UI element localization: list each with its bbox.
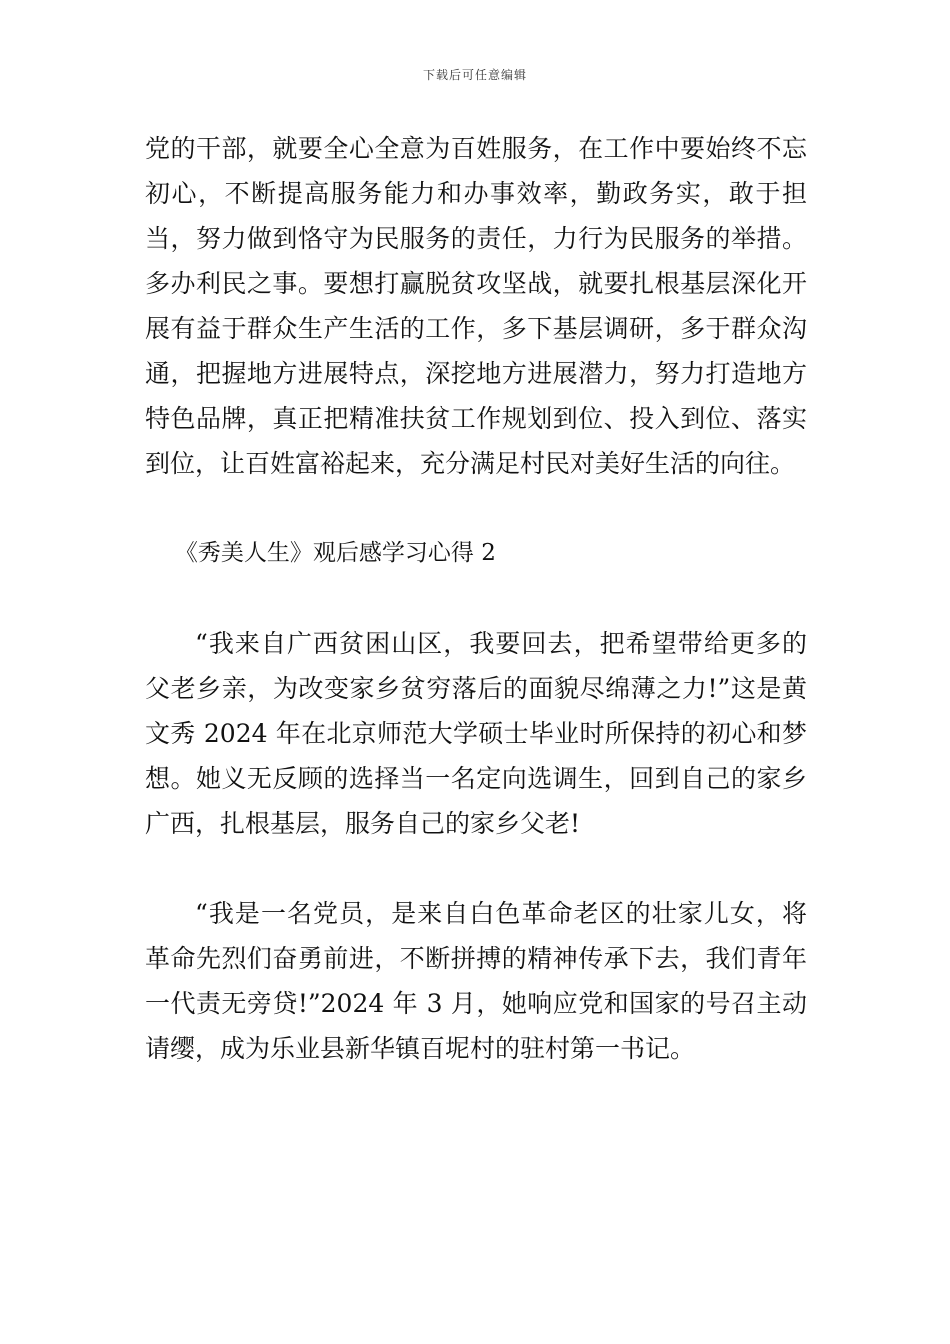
document-body — [145, 126, 807, 1071]
paragraph-3: “我是一名党员，是来自白色革命老区的壮家儿女，将革命先烈们奋勇前进，不断拼搏的精神传承下去，我们青年一代责无旁贷!”2024 年 3 月，她响应党和国家的号召主动请缨，成为乐业县新华镇百坭村的驻村第一书记。 — [145, 899, 807, 1063]
paragraph-2: “我来自广西贫困山区，我要回去，把希望带给更多的父老乡亲，为改变家乡贫穷落后的面貌尽绵薄之力!”这是黄文秀 2024 年在北京师范大学硕士毕业时所保持的初心和梦想。她义无反顾的选择当一名定向选调生，回到自己的家乡广西，扎根基层，服务自己的家乡父老! — [145, 629, 807, 838]
section-heading: 《秀美人生》观后感学习心得 2 — [174, 540, 496, 566]
page-header: 下载后可任意编辑 — [422, 68, 527, 82]
paragraph-1: 党的干部，就要全心全意为百姓服务，在工作中要始终不忘初心，不断提高服务能力和办事效率，勤政务实，敢于担当，努力做到恪守为民服务的责任，力行为民服务的举措。多办利民之事。要想打赢脱贫攻坚战，就要扎根基层深化开展有益于群众生产生活的工作，多下基层调研，多于群众沟通，把握地方进展特点，深挖地方进展潜力，努力打造地方特色品牌，真正把精准扶贫工作规划到位、投入到位、落实到位，让百姓富裕起来，充分满足村民对美好生活的向往。 — [145, 134, 807, 478]
